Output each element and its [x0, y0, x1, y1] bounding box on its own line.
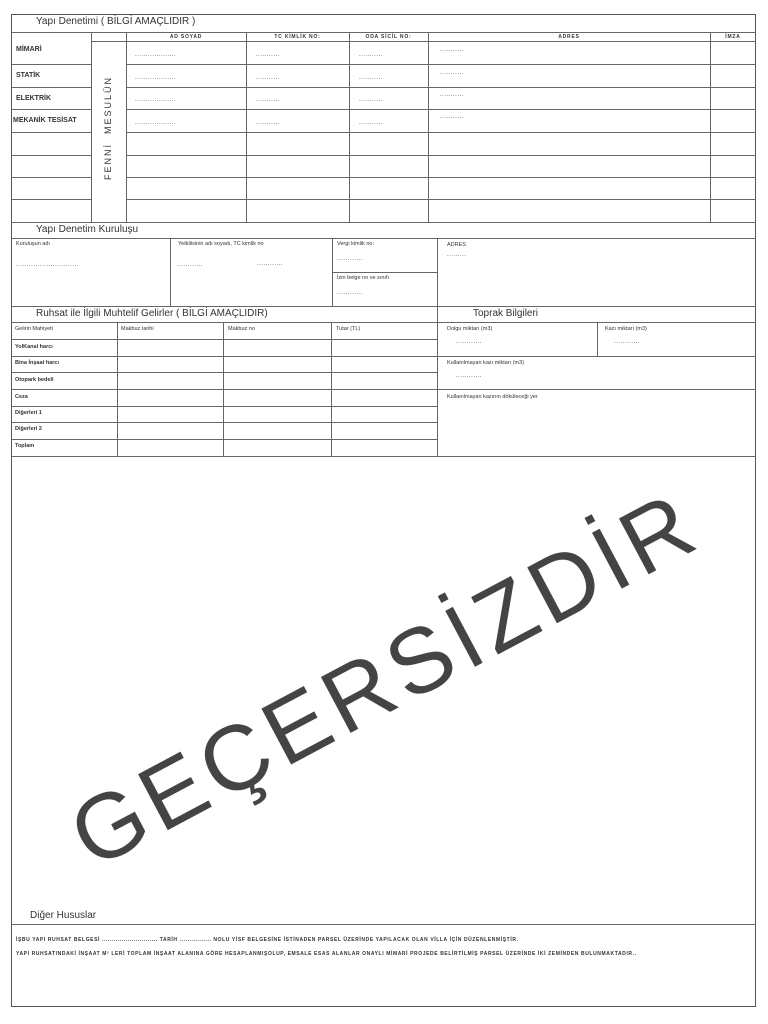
mekanik-ad: ...................: [135, 120, 177, 126]
elektrik-adres: ...........: [440, 92, 464, 98]
divider: [126, 109, 756, 110]
col-adres: ADRES: [558, 34, 580, 40]
divider: [11, 32, 756, 33]
divider: [126, 132, 756, 133]
col-tutar: Tutar (TL): [336, 326, 361, 332]
mekanik-adres: ...........: [440, 114, 464, 120]
divider: [126, 64, 756, 65]
row-digerleri-1: Diğerleri 1: [15, 410, 42, 416]
divider: [437, 356, 756, 357]
divider: [11, 322, 756, 323]
mesulun-label: MESULÜN: [103, 76, 113, 135]
divider: [437, 306, 438, 456]
divider: [11, 155, 91, 156]
divider: [11, 339, 437, 340]
col-oda-sicil: ODA SİCİL NO:: [365, 34, 412, 40]
izin-value: ............: [337, 290, 364, 296]
row-yolkanal: YolKanal harcı: [15, 344, 53, 350]
yapi-denetimi-title: Yapı Denetimi ( BİLGİ AMAÇLIDIR ): [36, 16, 196, 27]
divider: [597, 322, 598, 356]
row-elektrik: ELEKTRİK: [16, 95, 51, 102]
vergi-label: Vergi kimlik no:: [337, 241, 374, 247]
divider: [170, 238, 171, 306]
divider: [11, 199, 91, 200]
mimari-oda: ...........: [359, 52, 383, 58]
ruhsat-title: Ruhsat ile İlgili Muhtelif Gelirler ( BİLGİ AMAÇLIDIR): [36, 308, 268, 319]
divider: [437, 389, 756, 390]
divider: [126, 32, 127, 222]
row-mimari: MİMARİ: [16, 46, 42, 53]
divider: [126, 155, 756, 156]
divider: [437, 238, 438, 306]
kazi-label: Kazı miktarı (m3): [605, 326, 647, 332]
kurulus-adres-label: ADRES: [447, 242, 466, 248]
kurulus-adi-label: Kuruluşun adı: [16, 241, 50, 247]
divider: [91, 32, 92, 222]
divider: [11, 222, 756, 223]
statik-adres: ...........: [440, 70, 464, 76]
kullanilmayan-label: Kullanılmayan kazı miktarı (m3): [447, 360, 525, 366]
divider: [246, 32, 247, 222]
diger-line-1: İŞBU YAPI RUHSAT BELGESİ ............................ TARİH ................ NOLU YİSF BELGESİNE İSTİNADEN PARSEL ÜZERİNDE YAPILACAK OLAN VİLLA İÇİN DÜZENLENMİŞTİR.: [16, 937, 519, 943]
divider: [428, 32, 429, 222]
mimari-adres: ...........: [440, 47, 464, 53]
col-makbuz-no: Makbuz no: [228, 326, 255, 332]
izin-label: İzin belge no ve sınıfı: [337, 275, 389, 281]
kullanilmayan-value: ............: [456, 373, 483, 379]
kurulus-adi-value: .............................: [16, 262, 79, 268]
divider: [332, 272, 437, 273]
mimari-tc: ...........: [256, 52, 280, 58]
col-makbuz-tarihi: Makbuz tarihi: [121, 326, 154, 332]
dokulecek-label: Kullanılmayan kazının döküleceği yer: [447, 394, 538, 400]
mekanik-oda: ...........: [359, 120, 383, 126]
divider: [11, 389, 437, 390]
divider: [126, 87, 756, 88]
col-gelirin-mahiyeti: Gelirin Mahiyeti: [15, 326, 53, 332]
divider: [11, 306, 756, 307]
vergi-value: ............: [337, 256, 364, 262]
divider: [11, 372, 437, 373]
dolgu-value: ............: [456, 339, 483, 345]
row-otopark: Otopark bedeli: [15, 377, 54, 383]
divider: [126, 199, 756, 200]
row-statik: STATİK: [16, 72, 41, 79]
diger-title: Diğer Hususlar: [30, 910, 97, 921]
row-digerleri-2: Diğerleri 2: [15, 426, 42, 432]
divider: [11, 422, 437, 423]
divider: [11, 439, 437, 440]
row-ceza: Ceza: [15, 394, 28, 400]
statik-oda: ...........: [359, 75, 383, 81]
divider: [11, 456, 756, 457]
elektrik-ad: ...................: [135, 97, 177, 103]
divider: [11, 406, 437, 407]
fenni-label: FENNİ: [103, 143, 113, 180]
statik-tc: ...........: [256, 75, 280, 81]
divider: [11, 87, 91, 88]
col-ad-soyad: AD SOYAD: [169, 34, 203, 40]
divider: [11, 132, 91, 133]
kurulus-adres-value: .........: [447, 252, 467, 258]
kazi-value: ............: [614, 339, 641, 345]
yetkili-label: Yetkilisinin adı soyadı, TC kimlik no: [178, 241, 264, 247]
statik-ad: ...................: [135, 75, 177, 81]
mimari-ad: ...................: [135, 52, 177, 58]
yetkili-value-2: ............: [257, 261, 284, 267]
col-imza: İMZA: [725, 34, 741, 40]
row-bina-insaat: Bina İnşaat harcı: [15, 360, 60, 366]
divider: [11, 238, 756, 239]
gecersizdir-watermark: GEÇERSİZDİR: [54, 471, 716, 888]
divider: [11, 109, 91, 110]
elektrik-oda: ...........: [359, 97, 383, 103]
divider: [11, 177, 91, 178]
yetkili-value-1: ............: [177, 262, 204, 268]
divider: [126, 177, 756, 178]
row-toplam: Toplam: [15, 443, 35, 449]
divider: [710, 32, 711, 222]
kurulus-title: Yapı Denetim Kuruluşu: [36, 224, 139, 235]
col-tc-kimlik: TC KİMLİK NO:: [274, 34, 321, 40]
divider: [349, 32, 350, 222]
mekanik-tc: ...........: [256, 120, 280, 126]
row-mekanik: MEKANİK TESİSAT: [13, 117, 77, 124]
divider: [11, 924, 756, 925]
divider: [11, 356, 437, 357]
toprak-title: Toprak Bilgileri: [473, 308, 539, 319]
elektrik-tc: ...........: [256, 97, 280, 103]
diger-line-2: YAPI RUHSATINDAKİ İNŞAAT M² LERİ TOPLAM İNŞAAT ALANINA GÖRE HESAPLANMIŞOLUP, EMSALE ESAS ALANLAR ONAYLI MİMARİ PROJEDE BELİRTİLMİŞ PARSEL ÜZERİNDE İKİ ZEMİNDEN BULUNMAKTADIR..: [16, 951, 637, 957]
divider: [11, 64, 91, 65]
dolgu-label: Dolgu miktarı (m3): [447, 326, 493, 332]
divider: [91, 41, 756, 42]
